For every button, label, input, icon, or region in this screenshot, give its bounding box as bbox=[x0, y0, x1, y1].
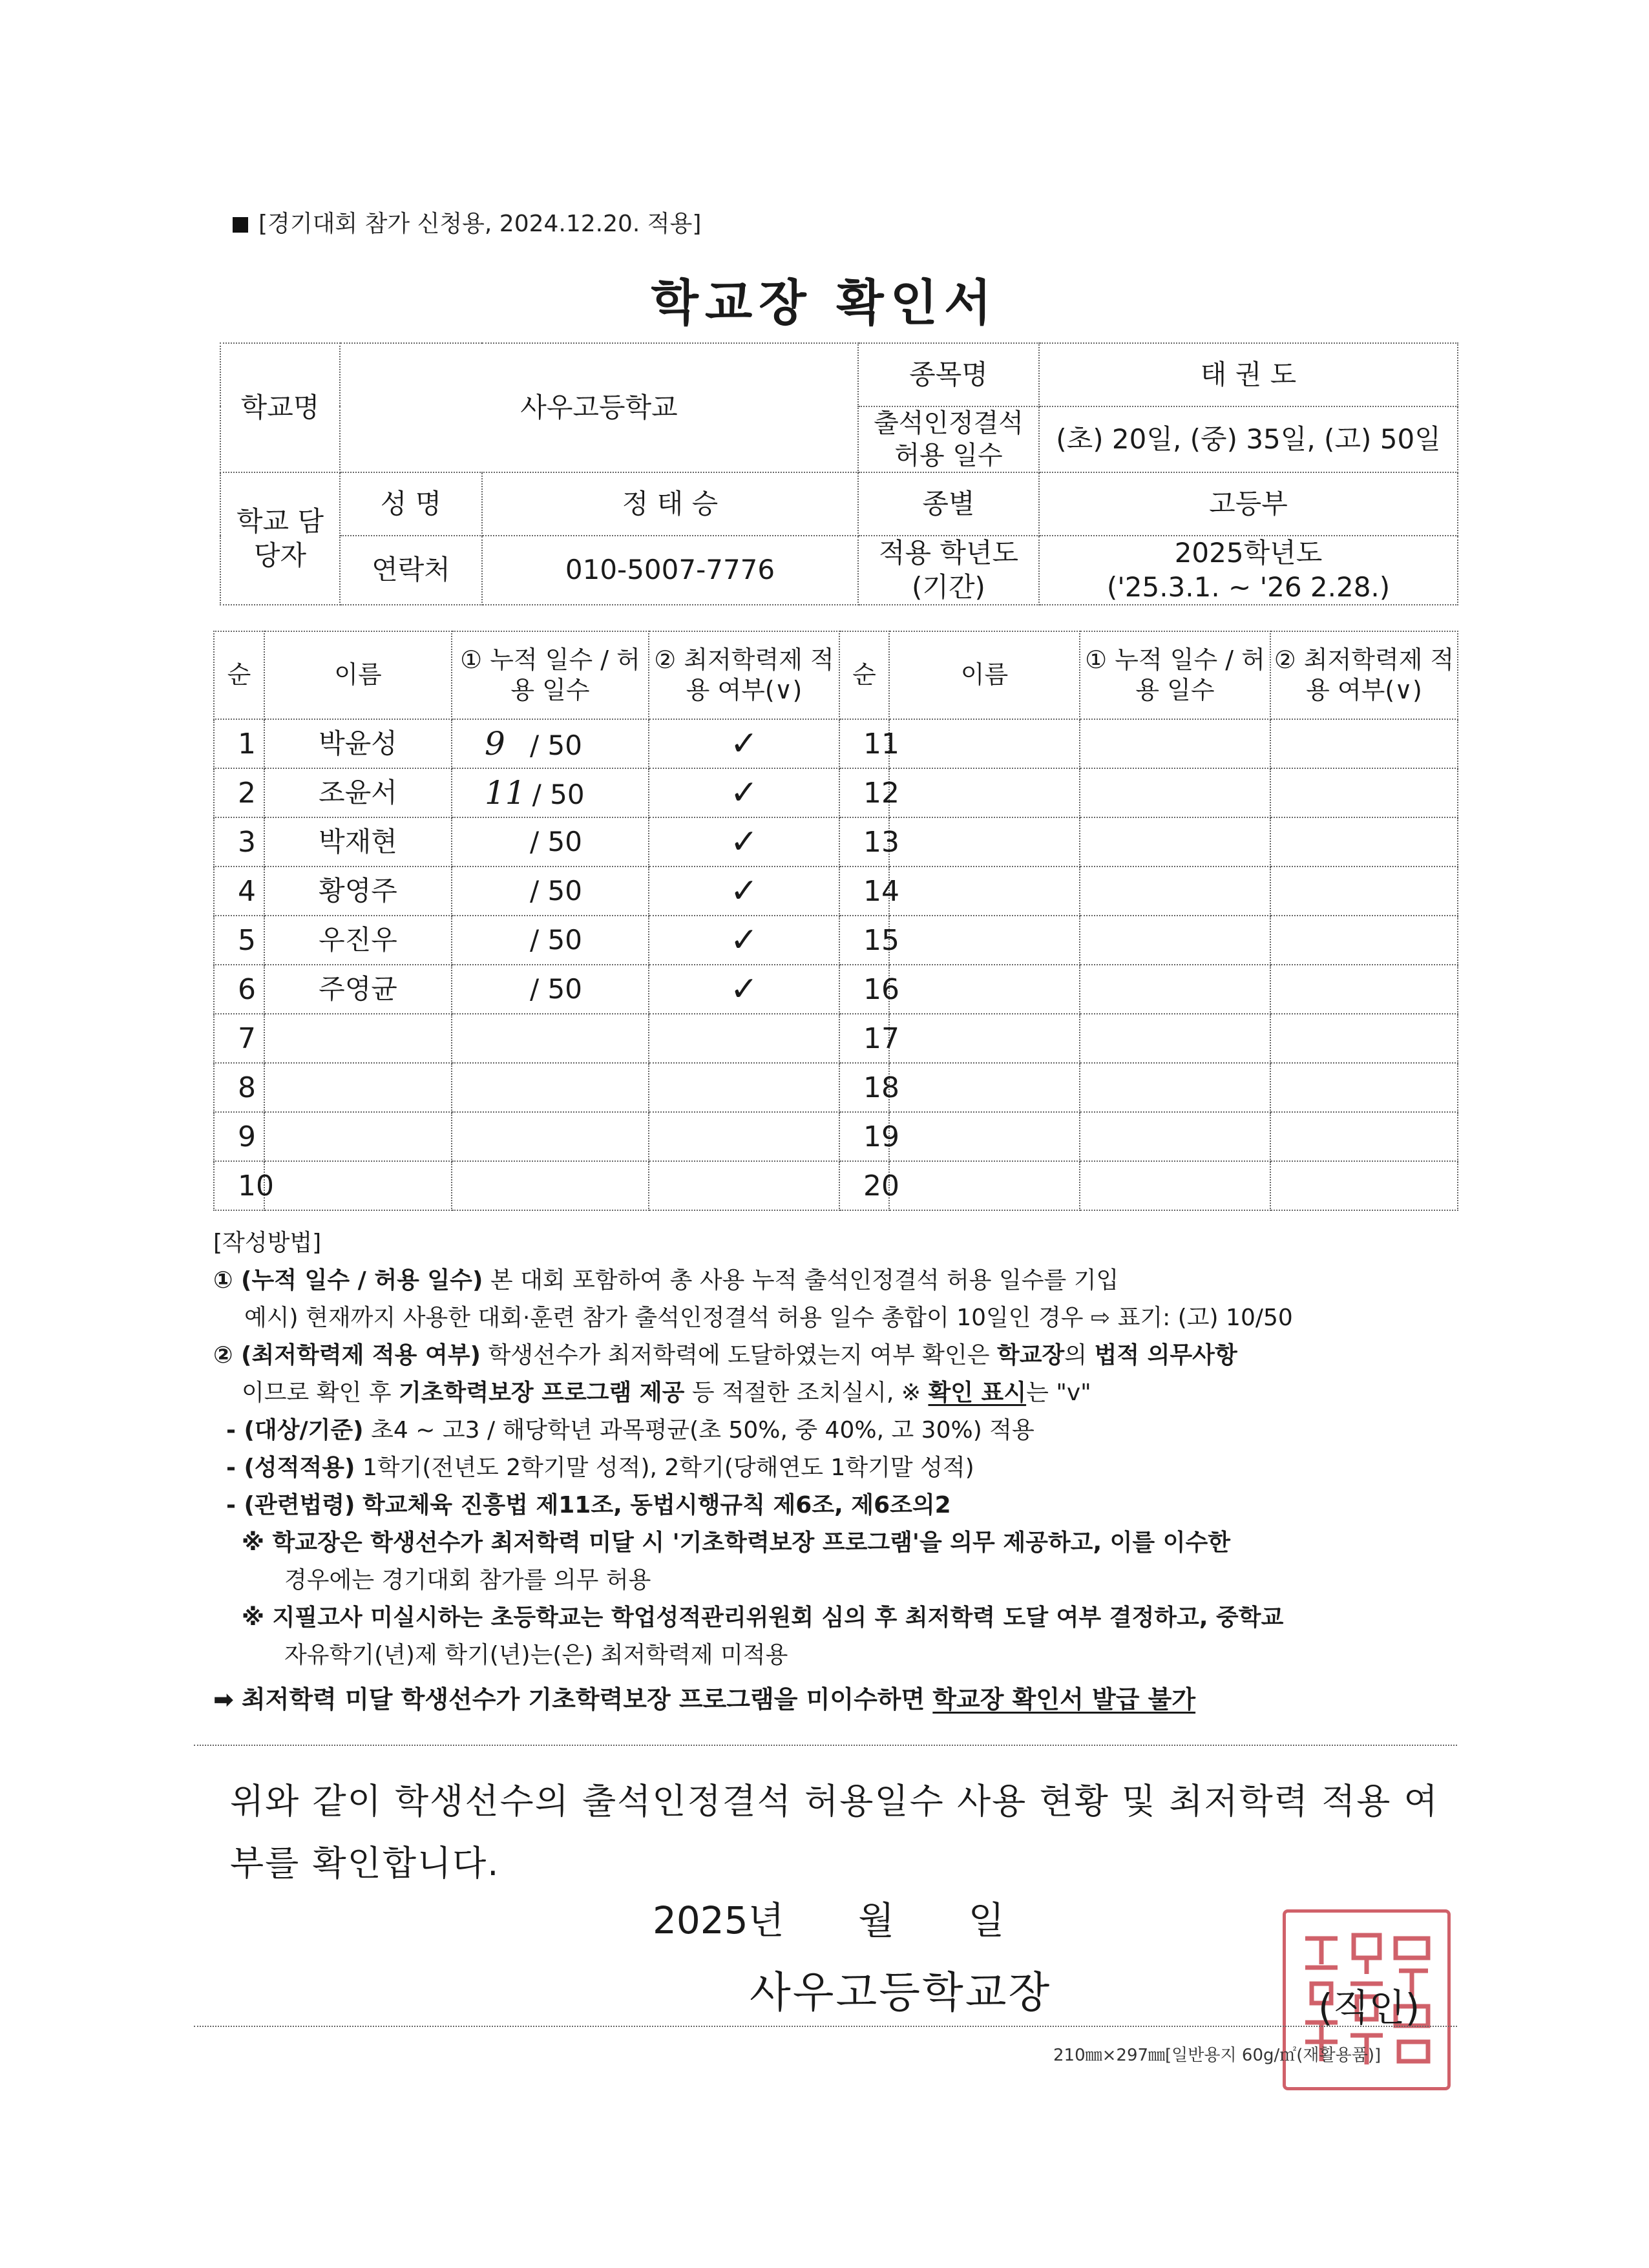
accumulated-days bbox=[452, 1112, 649, 1161]
table-row bbox=[214, 1161, 1458, 1210]
school-name: 사우고등학교 bbox=[340, 343, 858, 472]
row-number: 6 bbox=[214, 965, 264, 1014]
method-note1-line2: 경우에는 경기대회 참가를 의무 허용 bbox=[284, 1567, 651, 1593]
method-law bbox=[213, 1487, 1454, 1524]
row-number: 9 bbox=[214, 1112, 264, 1161]
accumulated-days-right bbox=[1080, 1161, 1270, 1210]
student-name-right bbox=[889, 817, 1080, 866]
accumulated-days-right bbox=[1080, 817, 1270, 866]
header-name: 이름 bbox=[264, 631, 452, 719]
method-law-text: 학교체육 진흥법 제11조, 동법시행규칙 제6조, 제6조의2 bbox=[362, 1492, 951, 1518]
accumulated-days-right bbox=[1080, 916, 1270, 965]
absence-label: 출석인정결석 허용 일수 bbox=[858, 406, 1039, 472]
accumulated-days-right bbox=[1080, 1112, 1270, 1161]
accumulated-days-right bbox=[1080, 768, 1270, 817]
method-target-text: 초4 ~ 고3 / 해당학년 과목평균(초 50%, 중 40%, 고 30%) 적용 bbox=[371, 1417, 1035, 1444]
row-number: 2 bbox=[214, 768, 264, 817]
row-number-right: 16 bbox=[839, 965, 889, 1014]
table-row bbox=[214, 1112, 1458, 1161]
school-label: 학교명 bbox=[220, 343, 340, 472]
allowed-days: / 50 bbox=[530, 874, 582, 907]
method-item1-example: 예시) 현재까지 사용한 대회·훈련 참가 출석인정결석 허용 일수 총합이 10일인 경우 ⇨ 표기: (고) 10/50 bbox=[244, 1305, 1293, 1331]
method-final-text: 최저학력 미달 학생선수가 기초학력보장 프로그램을 미이수하면 bbox=[241, 1685, 925, 1714]
applied-check-right bbox=[1270, 719, 1458, 768]
accumulated-days bbox=[452, 719, 649, 768]
student-name bbox=[264, 1063, 452, 1112]
student-name bbox=[264, 1112, 452, 1161]
footer-divider bbox=[194, 2026, 1457, 2027]
method-grade-bold: - (성적적용) bbox=[226, 1454, 355, 1481]
method-final bbox=[213, 1681, 1454, 1718]
student-name-right bbox=[889, 1161, 1080, 1210]
applied-check bbox=[649, 1161, 839, 1210]
accumulated-days-right bbox=[1080, 1063, 1270, 1112]
method-item1-bold: ① (누적 일수 / 허용 일수) bbox=[213, 1267, 483, 1294]
checkmark-icon: ✓ bbox=[730, 969, 759, 1009]
header-days-right: ① 누적 일수 / 허용 일수 bbox=[1080, 631, 1270, 719]
accumulated-days-right bbox=[1080, 965, 1270, 1014]
checkmark-icon: ✓ bbox=[730, 920, 759, 960]
accumulated-days bbox=[452, 1063, 649, 1112]
header-applied: ② 최저학력제 적용 여부(∨) bbox=[649, 631, 839, 719]
applied-check bbox=[649, 1014, 839, 1063]
method-note2-line2: 자유학기(년)제 학기(년)는(은) 최저학력제 미적용 bbox=[284, 1642, 788, 1668]
checkmark-icon: ✓ bbox=[730, 724, 759, 763]
applied-check-right bbox=[1270, 1014, 1458, 1063]
row-number-right: 19 bbox=[839, 1112, 889, 1161]
checkmark-icon: ✓ bbox=[730, 871, 759, 910]
accumulated-days bbox=[452, 866, 649, 916]
year-label: 적용 학년도 (기간) bbox=[858, 536, 1039, 605]
name-label: 성 명 bbox=[340, 472, 482, 536]
roster-header-row bbox=[214, 631, 1458, 719]
student-name: 우진우 bbox=[264, 916, 452, 965]
seal-mark-text: (직인) bbox=[1318, 1986, 1420, 2030]
sport-label: 종목명 bbox=[858, 343, 1039, 406]
issue-date bbox=[653, 1890, 1067, 1944]
table-row bbox=[214, 866, 1458, 916]
date-year: 2025년 bbox=[653, 1898, 784, 1942]
divider-line bbox=[194, 1745, 1457, 1746]
square-bullet-icon bbox=[233, 217, 248, 233]
row-number-right: 18 bbox=[839, 1063, 889, 1112]
allowed-days: / 50 bbox=[532, 778, 585, 810]
used-days: 9 bbox=[485, 724, 505, 762]
student-name bbox=[264, 1014, 452, 1063]
method-item2-line2-c: 는 "v" bbox=[1026, 1380, 1091, 1406]
year-value: 2025학년도 bbox=[1174, 537, 1323, 569]
method-item1 bbox=[213, 1262, 1454, 1299]
accumulated-days-right bbox=[1080, 1014, 1270, 1063]
method-item2-line2-program: 기초학력보장 프로그램 제공 bbox=[399, 1380, 685, 1406]
accumulated-days bbox=[452, 1161, 649, 1210]
method-item2 bbox=[213, 1337, 1454, 1374]
accumulated-days bbox=[452, 768, 649, 817]
category-label: 종별 bbox=[858, 472, 1039, 536]
applied-check bbox=[649, 866, 839, 916]
applied-check bbox=[649, 1063, 839, 1112]
student-name-right bbox=[889, 965, 1080, 1014]
roster-table bbox=[213, 631, 1458, 1211]
table-row bbox=[214, 768, 1458, 817]
student-name-right bbox=[889, 719, 1080, 768]
row-number-right: 12 bbox=[839, 768, 889, 817]
principal-name: 사우고등학교장 bbox=[750, 1968, 1052, 2017]
applied-check-right bbox=[1270, 866, 1458, 916]
row-number: 3 bbox=[214, 817, 264, 866]
student-name: 주영균 bbox=[264, 965, 452, 1014]
category-value: 고등부 bbox=[1039, 472, 1458, 536]
header-name-right: 이름 bbox=[889, 631, 1080, 719]
method-item2-line2-mark: 확인 표시 bbox=[928, 1380, 1027, 1406]
accumulated-days bbox=[452, 1014, 649, 1063]
applied-check-right bbox=[1270, 916, 1458, 965]
row-number-right: 11 bbox=[839, 719, 889, 768]
absence-value: (초) 20일, (중) 35일, (고) 50일 bbox=[1039, 406, 1458, 472]
applied-check-right bbox=[1270, 1161, 1458, 1210]
applied-check bbox=[649, 965, 839, 1014]
applied-check bbox=[649, 719, 839, 768]
phone-label: 연락처 bbox=[340, 536, 482, 605]
row-number: 4 bbox=[214, 866, 264, 916]
method-item2-line2-a: 이므로 확인 후 bbox=[242, 1380, 392, 1406]
phone-value: 010-5007-7776 bbox=[482, 536, 858, 605]
student-name: 황영주 bbox=[264, 866, 452, 916]
arrow-box-icon: ➡ bbox=[213, 1685, 234, 1714]
method-item2-line2-b: 등 적절한 조치실시, ※ bbox=[691, 1380, 921, 1406]
row-number-right: 13 bbox=[839, 817, 889, 866]
table-row bbox=[214, 817, 1458, 866]
allowed-days: / 50 bbox=[530, 972, 582, 1005]
year-value-cell bbox=[1039, 536, 1458, 605]
writing-method bbox=[213, 1224, 1454, 1718]
method-item2-text: 학생선수가 최저학력에 도달하였는지 여부 확인은 bbox=[488, 1342, 990, 1369]
date-month: 월 bbox=[858, 1898, 895, 1942]
document-title: 학교장 확인서 bbox=[651, 274, 998, 331]
method-grade bbox=[213, 1449, 1454, 1487]
allowed-days: / 50 bbox=[530, 729, 582, 761]
allowed-days: / 50 bbox=[530, 923, 582, 956]
table-row bbox=[214, 965, 1458, 1014]
row-number: 1 bbox=[214, 719, 264, 768]
student-name-right bbox=[889, 1063, 1080, 1112]
name-value: 정 태 승 bbox=[482, 472, 858, 536]
applied-check-right bbox=[1270, 768, 1458, 817]
applied-check bbox=[649, 1112, 839, 1161]
row-number-right: 15 bbox=[839, 916, 889, 965]
row-number-right: 20 bbox=[839, 1161, 889, 1210]
method-item2-legal-duty: 법적 의무사항 bbox=[1094, 1342, 1237, 1369]
applied-check-right bbox=[1270, 1063, 1458, 1112]
table-row bbox=[214, 916, 1458, 965]
accumulated-days bbox=[452, 965, 649, 1014]
student-name: 박재현 bbox=[264, 817, 452, 866]
year-period: ('25.3.1. ~ '26 2.28.) bbox=[1106, 571, 1391, 603]
applied-check bbox=[649, 817, 839, 866]
header-days: ① 누적 일수 / 허용 일수 bbox=[452, 631, 649, 719]
method-target bbox=[213, 1412, 1454, 1449]
method-item1-text: 본 대회 포함하여 총 사용 누적 출석인정결석 허용 일수를 기입 bbox=[490, 1267, 1119, 1294]
applied-check-right bbox=[1270, 817, 1458, 866]
table-row bbox=[214, 719, 1458, 768]
confirm-statement: 위와 같이 학생선수의 출석인정결석 허용일수 사용 현황 및 최저학력 적용 여부를 확인합니다. bbox=[230, 1781, 1439, 1884]
student-name-right bbox=[889, 1112, 1080, 1161]
applied-check-right bbox=[1270, 1112, 1458, 1161]
date-day: 일 bbox=[968, 1898, 1005, 1942]
row-number: 5 bbox=[214, 916, 264, 965]
student-name-right bbox=[889, 768, 1080, 817]
method-note2-line1: ※ 지필고사 미실시하는 초등학교는 학업성적관리위원회 심의 후 최저학력 도달 여부 결정하고, 중학교 bbox=[242, 1604, 1284, 1631]
contact-label: 학교 담당자 bbox=[220, 472, 340, 605]
checkmark-icon: ✓ bbox=[730, 822, 759, 861]
table-row bbox=[214, 1014, 1458, 1063]
applied-check bbox=[649, 916, 839, 965]
method-grade-text: 1학기(전년도 2학기말 성적), 2학기(당해연도 1학기말 성적) bbox=[362, 1454, 974, 1481]
header-note bbox=[233, 205, 701, 238]
method-heading: [작성방법] bbox=[213, 1230, 322, 1256]
applied-check-right bbox=[1270, 965, 1458, 1014]
sport-value: 태 권 도 bbox=[1039, 343, 1458, 406]
row-number-right: 14 bbox=[839, 866, 889, 916]
row-number: 10 bbox=[214, 1161, 264, 1210]
student-name bbox=[264, 1161, 452, 1210]
student-name-right bbox=[889, 1014, 1080, 1063]
method-item2-particle: 의 bbox=[1064, 1342, 1087, 1369]
method-final-no-issue: 학교장 확인서 발급 불가 bbox=[932, 1685, 1196, 1714]
student-name-right bbox=[889, 866, 1080, 916]
accumulated-days-right bbox=[1080, 719, 1270, 768]
row-number-right: 17 bbox=[839, 1014, 889, 1063]
method-item2-line2 bbox=[213, 1374, 1454, 1412]
student-name: 박윤성 bbox=[264, 719, 452, 768]
table-row bbox=[214, 1063, 1458, 1112]
method-item2-bold: ② (최저학력제 적용 여부) bbox=[213, 1342, 481, 1369]
method-item2-principal: 학교장 bbox=[996, 1342, 1065, 1369]
header-no-right: 순 bbox=[839, 631, 889, 719]
paper-spec: 210㎜×297㎜[일반용지 60g/㎡(재활용품)] bbox=[1053, 2046, 1381, 2065]
header-note-text: [경기대회 참가 신청용, 2024.12.20. 적용] bbox=[258, 211, 702, 237]
accumulated-days bbox=[452, 817, 649, 866]
header-no: 순 bbox=[214, 631, 264, 719]
method-law-bold: - (관련법령) bbox=[226, 1492, 355, 1518]
row-number: 8 bbox=[214, 1063, 264, 1112]
method-note1-line1: ※ 학교장은 학생선수가 최저학력 미달 시 '기초학력보장 프로그램'을 의무 제공하고, 이를 이수한 bbox=[242, 1529, 1231, 1556]
row-number: 7 bbox=[214, 1014, 264, 1063]
accumulated-days-right bbox=[1080, 866, 1270, 916]
used-days: 11 bbox=[485, 773, 526, 812]
header-applied-right: ② 최저학력제 적용 여부(∨) bbox=[1270, 631, 1458, 719]
method-target-bold: - (대상/기준) bbox=[226, 1417, 364, 1444]
student-name-right bbox=[889, 916, 1080, 965]
student-name: 조윤서 bbox=[264, 768, 452, 817]
allowed-days: / 50 bbox=[530, 825, 582, 857]
accumulated-days bbox=[452, 916, 649, 965]
school-info-table bbox=[220, 342, 1458, 605]
applied-check bbox=[649, 768, 839, 817]
checkmark-icon: ✓ bbox=[730, 773, 759, 812]
